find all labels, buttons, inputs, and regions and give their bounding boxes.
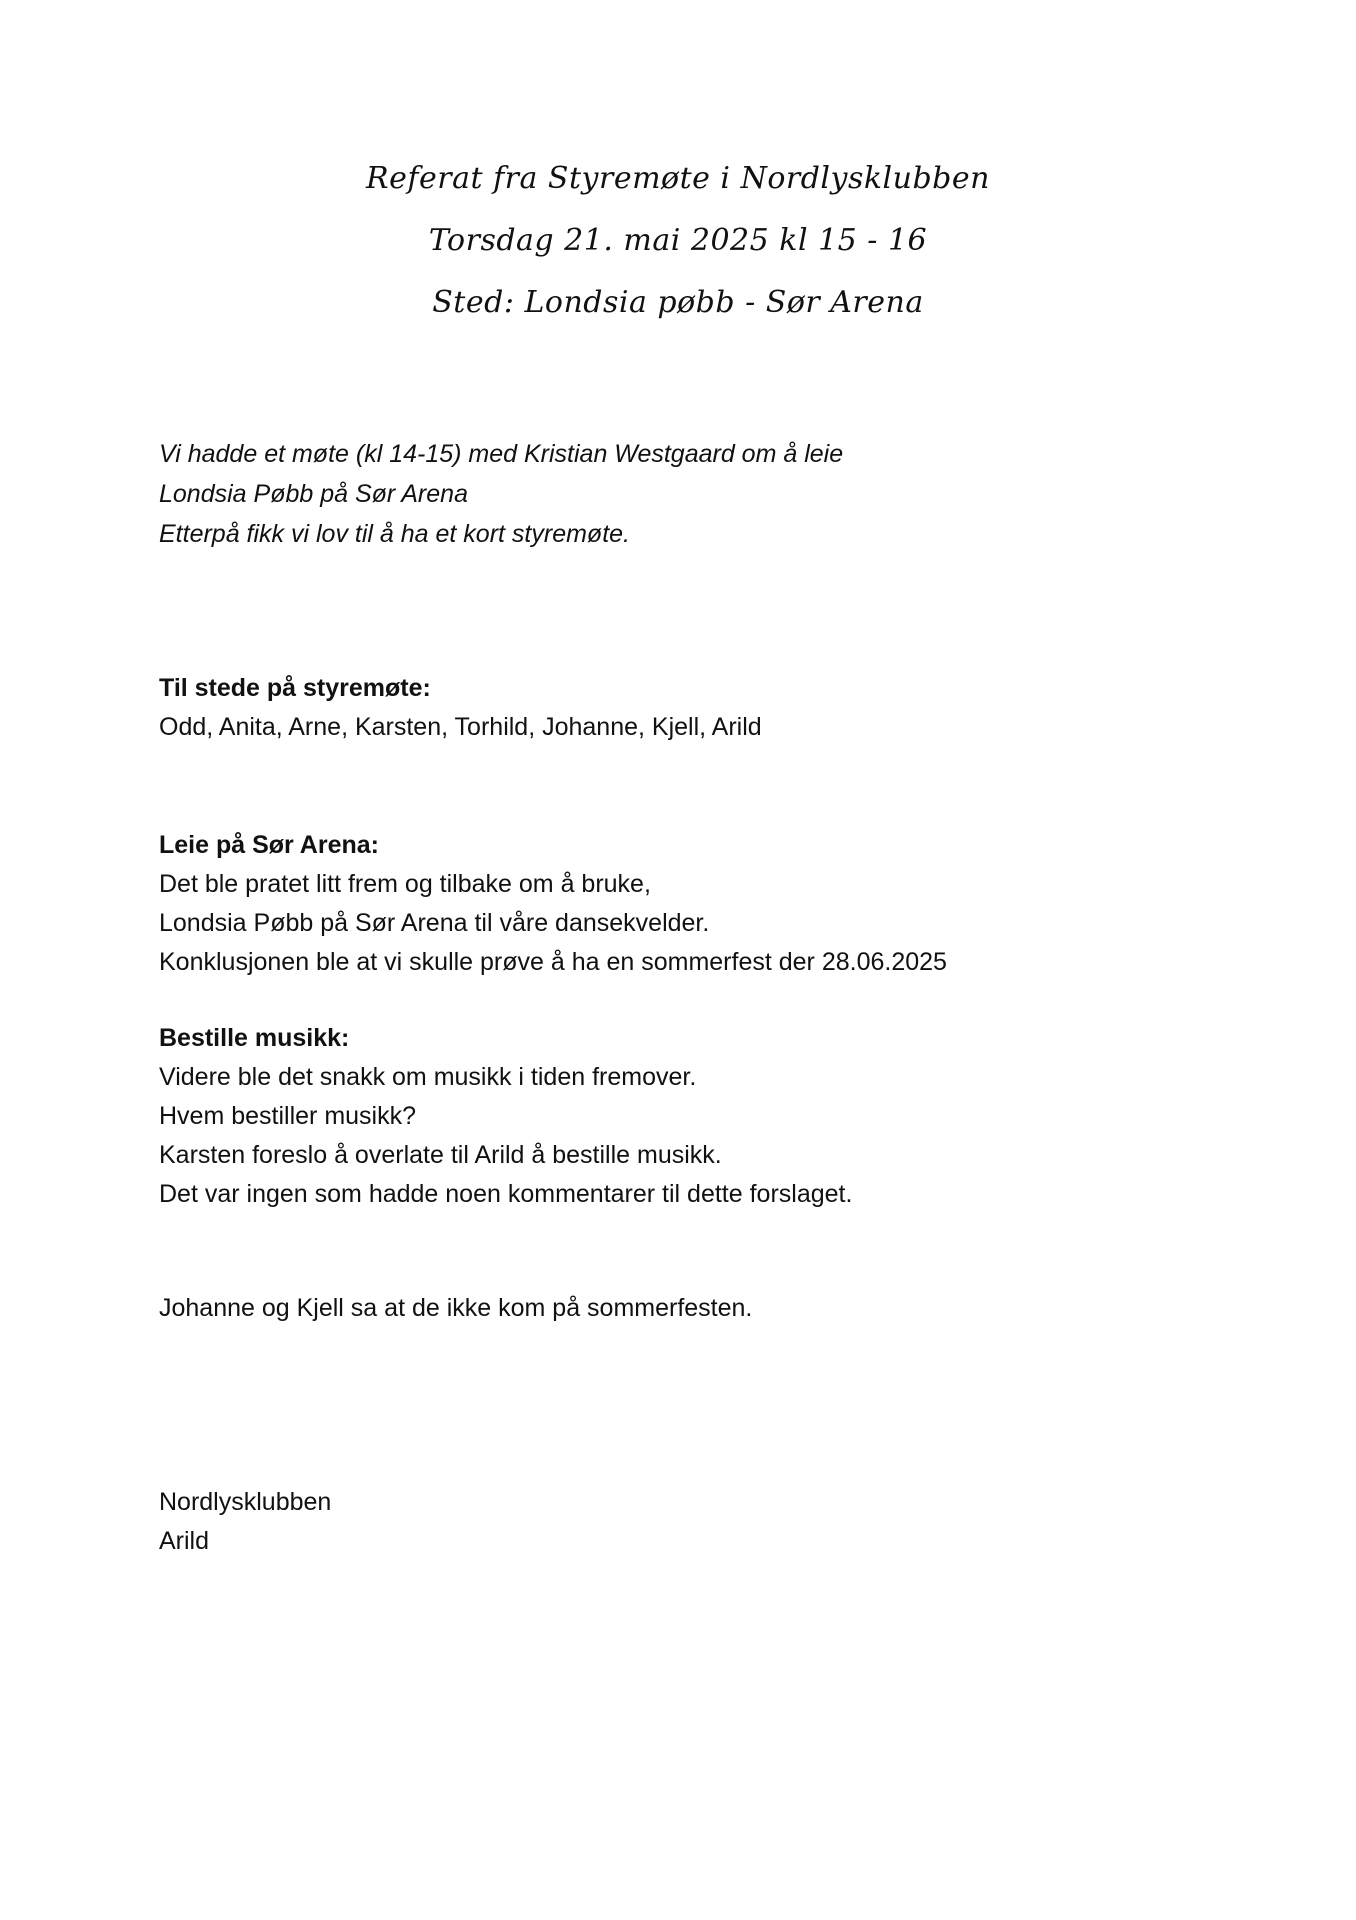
intro-line: Etterpå fikk vi lov til å ha et kort styremøte. — [159, 520, 630, 548]
intro-line: Londsia Pøbb på Sør Arena — [159, 480, 468, 508]
music-heading: Bestille musikk: — [159, 1024, 350, 1052]
rent-line: Konklusjonen ble at vi skulle prøve å ha en sommerfest der 28.06.2025 — [159, 948, 947, 976]
music-section — [159, 1019, 1209, 1214]
attendance-note: Johanne og Kjell sa at de ikke kom på sommerfesten. — [159, 1294, 753, 1322]
document-title: Referat fra Styremøte i Nordlysklubben — [366, 161, 990, 196]
music-line: Det var ingen som hadde noen kommentarer til dette forslaget. — [159, 1180, 853, 1208]
note-section — [159, 1289, 1209, 1328]
present-names: Odd, Anita, Arne, Karsten, Torhild, Johanne, Kjell, Arild — [159, 713, 762, 741]
rent-heading: Leie på Sør Arena: — [159, 831, 379, 859]
signature-org: Nordlysklubben — [159, 1488, 332, 1516]
intro-line: Vi hadde et møte (kl 14-15) med Kristian Westgaard om å leie — [159, 440, 844, 468]
meeting-date: Torsdag 21. mai 2025 kl 15 - 16 — [428, 223, 928, 258]
intro-paragraph — [159, 434, 1209, 554]
rent-line: Londsia Pøbb på Sør Arena til våre dansekvelder. — [159, 909, 710, 937]
present-section — [159, 669, 1209, 747]
rent-line: Det ble pratet litt frem og tilbake om å bruke, — [159, 870, 651, 898]
signature-block — [159, 1483, 1209, 1561]
present-heading: Til stede på styremøte: — [159, 674, 431, 702]
document-header — [0, 148, 1356, 334]
rent-section — [159, 826, 1209, 982]
music-line: Karsten foreslo å overlate til Arild å bestille musikk. — [159, 1141, 722, 1169]
meeting-location: Sted: Londsia pøbb - Sør Arena — [432, 285, 924, 320]
music-line: Videre ble det snakk om musikk i tiden fremover. — [159, 1063, 697, 1091]
music-line: Hvem bestiller musikk? — [159, 1102, 417, 1130]
signature-name: Arild — [159, 1527, 210, 1555]
